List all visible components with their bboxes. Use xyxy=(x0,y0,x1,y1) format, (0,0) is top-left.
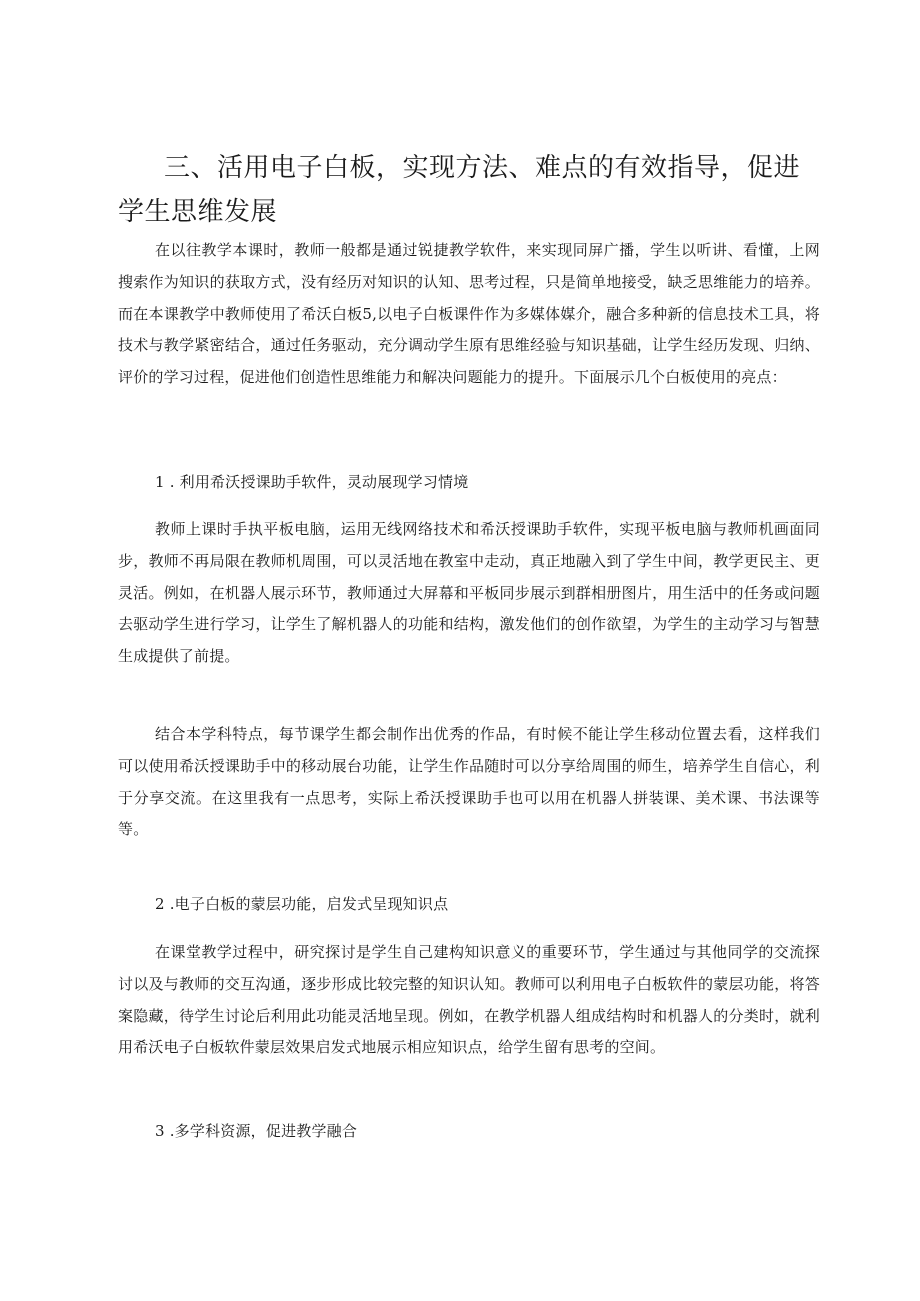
section-title: 三、活用电子白板，实现方法、难点的有效指导，促进学生思维发展 xyxy=(118,153,801,227)
subheading-1: 1 . 利用希沃授课助手软件，灵动展现学习情境 xyxy=(155,473,469,491)
subheading-2: 2 .电子白板的蒙层功能，启发式呈现知识点 xyxy=(155,895,449,913)
subheading-3: 3 .多学科资源，促进教学融合 xyxy=(155,1122,358,1140)
paragraph-tablet-sync: 教师上课时手执平板电脑，运用无线网络技术和希沃授课助手软件，实现平板电脑与教师机画面同步，教师不再局限在教师机周围，可以灵活地在教室中走动，真正地融入到了学生中间，教学更民主、更灵活。例如，在机器人展示环节，教师通过大屏幕和平板同步展示到群相册图片，用生活中的任务或问题去驱动学生进行学习，让学生了解机器人的功能和结构，激发他们的创作欲望，为学生的主动学习与智慧生成提供了前提。 xyxy=(118,520,820,666)
paragraph-mobile-booth: 结合本学科特点，每节课学生都会制作出优秀的作品，有时候不能让学生移动位置去看，这样我们可以使用希沃授课助手中的移动展台功能，让学生作品随时可以分享给周围的师生，培养学生自信心，利于分享交流。在这里我有一点思考，实际上希沃授课助手也可以用在机器人拼装课、美术课、书法课等等。 xyxy=(118,725,820,839)
paragraph-mask-layer: 在课堂教学过程中，研究探讨是学生自己建构知识意义的重要环节，学生通过与其他同学的交流探讨以及与教师的交互沟通，逐步形成比较完整的知识认知。教师可以利用电子白板软件的蒙层功能，将答案隐藏，待学生讨论后利用此功能灵活地呈现。例如，在教学机器人组成结构时和机器人的分类时，就利用希沃电子白板软件蒙层效果启发式地展示相应知识点，给学生留有思考的空间。 xyxy=(118,943,820,1057)
paragraph-intro: 在以往教学本课时，教师一般都是通过锐捷教学软件，来实现同屏广播，学生以听讲、看懂，上网搜索作为知识的获取方式，没有经历对知识的认知、思考过程，只是简单地接受，缺乏思维能力的培养。而在本课教学中教师使用了希沃白板5,以电子白板课件作为多媒体媒介，融合多种新的信息技术工具，将技术与教学紧密结合，通过任务驱动，充分调动学生原有思维经验与知识基础，让学生经历发现、归纳、评价的学习过程，促进他们创造性思维能力和解决问题能力的提升。下面展示几个白板使用的亮点： xyxy=(118,241,820,387)
